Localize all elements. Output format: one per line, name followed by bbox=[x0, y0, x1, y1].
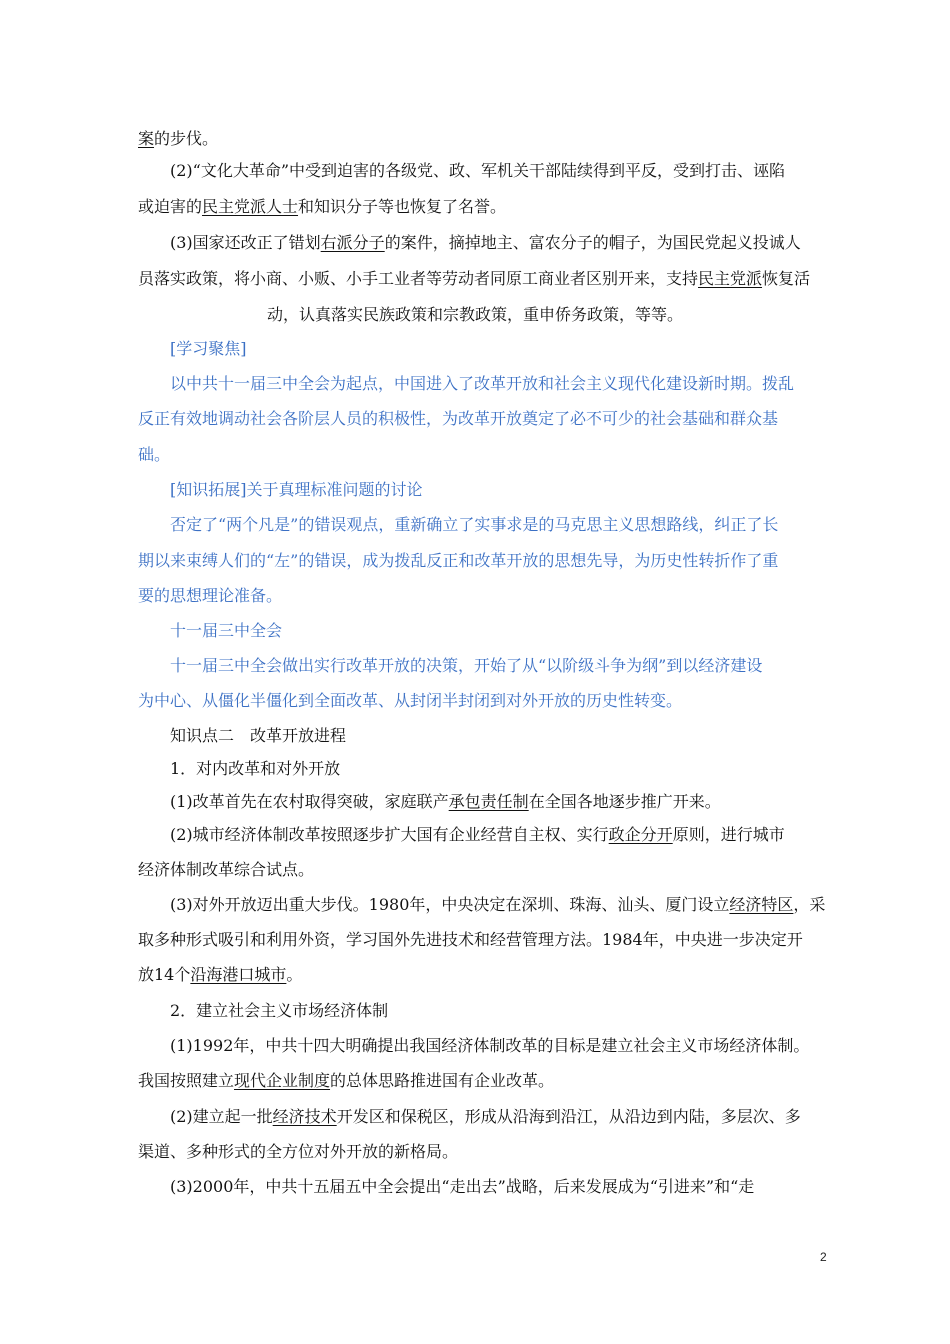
text-line bbox=[170, 160, 850, 182]
text-line bbox=[138, 550, 818, 572]
text-line bbox=[138, 690, 818, 712]
text-line bbox=[170, 514, 850, 536]
text-segment: 础。 bbox=[138, 445, 171, 464]
text-line bbox=[138, 1070, 818, 1092]
text-line bbox=[0, 304, 950, 326]
text-line bbox=[170, 791, 850, 813]
underlined-term: 政企分开 bbox=[608, 825, 673, 844]
underlined-term: 经济特区 bbox=[729, 895, 794, 914]
text-segment: [知识拓展]关于真理标准问题的讨论 bbox=[170, 480, 423, 499]
text-line bbox=[138, 196, 818, 218]
text-segment: 1．对内改革和对外开放 bbox=[170, 759, 341, 778]
text-segment: 原则，进行城市 bbox=[672, 825, 785, 844]
underlined-term: 案 bbox=[138, 129, 155, 148]
text-segment: 十一届三中全会 bbox=[170, 621, 283, 640]
text-line bbox=[170, 1106, 850, 1128]
text-segment: 经济体制改革综合试点。 bbox=[138, 860, 315, 879]
text-line bbox=[138, 964, 818, 986]
text-line bbox=[170, 1176, 850, 1198]
text-segment: 。 bbox=[286, 965, 303, 984]
text-line bbox=[170, 338, 850, 360]
text-line bbox=[170, 373, 850, 395]
text-line bbox=[170, 1000, 850, 1022]
text-segment: (2)建立起一批 bbox=[170, 1107, 273, 1126]
text-segment: (2)“文化大革命”中受到迫害的各级党、政、军机关干部陆续得到平反，受到打击、诬陷 bbox=[170, 161, 786, 180]
text-segment: 动，认真落实民族政策和宗教政策，重申侨务政策，等等。 bbox=[266, 305, 683, 324]
text-line bbox=[170, 725, 850, 747]
text-segment: 否定了“两个凡是”的错误观点，重新确立了实事求是的马克思主义思想路线，纠正了长 bbox=[170, 515, 779, 534]
text-line bbox=[170, 232, 850, 254]
text-line bbox=[138, 929, 818, 951]
text-segment: (1)改革首先在农村取得突破，家庭联产 bbox=[170, 792, 449, 811]
underlined-term: 右派分子 bbox=[320, 233, 385, 252]
underlined-term: 经济技术 bbox=[272, 1107, 337, 1126]
text-line bbox=[138, 859, 818, 881]
text-segment: (3)国家还改正了错划 bbox=[170, 233, 321, 252]
text-segment: 恢复活 bbox=[762, 269, 811, 288]
text-segment: ，采 bbox=[793, 895, 826, 914]
text-line bbox=[170, 1035, 850, 1057]
text-segment: (2)城市经济体制改革按照逐步扩大国有企业经营自主权、实行 bbox=[170, 825, 609, 844]
text-segment: 为中心、从僵化半僵化到全面改革、从封闭半封闭到对外开放的历史性转变。 bbox=[138, 691, 683, 710]
text-segment: (1)1992年，中共十四大明确提出我国经济体制改革的目标是建立社会主义市场经济体制。 bbox=[170, 1036, 810, 1055]
text-segment: 以中共十一届三中全会为起点，中国进入了改革开放和社会主义现代化建设新时期。拨乱 bbox=[170, 374, 795, 393]
text-segment: (3)对外开放迈出重大步伐。1980年，中央决定在深圳、珠海、汕头、厦门设立 bbox=[170, 895, 730, 914]
text-segment: 放14个 bbox=[138, 965, 191, 984]
text-line bbox=[170, 894, 850, 916]
text-segment: 的步伐。 bbox=[154, 129, 219, 148]
text-segment: 十一届三中全会做出实行改革开放的决策，开始了从“以阶级斗争为纲”到以经济建设 bbox=[170, 656, 763, 675]
text-segment: 2．建立社会主义市场经济体制 bbox=[170, 1001, 389, 1020]
text-segment: 员落实政策，将小商、小贩、小手工业者等劳动者同原工商业者区别开来，支持 bbox=[138, 269, 699, 288]
underlined-term: 沿海港口城市 bbox=[190, 965, 287, 984]
text-line bbox=[138, 585, 818, 607]
underlined-term: 民主党派 bbox=[698, 269, 763, 288]
text-segment: 要的思想理论准备。 bbox=[138, 586, 283, 605]
text-segment: (3)2000年，中共十五届五中全会提出“走出去”战略，后来发展成为“引进来”和“走 bbox=[170, 1177, 755, 1196]
text-segment: 或迫害的 bbox=[138, 197, 203, 216]
text-segment: 知识点二 改革开放进程 bbox=[170, 726, 347, 745]
text-segment: 开发区和保税区，形成从沿海到沿江，从沿边到内陆，多层次、多 bbox=[336, 1107, 801, 1126]
text-segment: [学习聚焦] bbox=[170, 339, 247, 358]
underlined-term: 现代企业制度 bbox=[234, 1071, 331, 1090]
text-line bbox=[170, 758, 850, 780]
underlined-term: 承包责任制 bbox=[448, 792, 529, 811]
text-line bbox=[170, 824, 850, 846]
text-line bbox=[170, 620, 850, 642]
text-line bbox=[170, 655, 850, 677]
text-line bbox=[138, 268, 818, 290]
underlined-term: 民主党派人士 bbox=[202, 197, 299, 216]
text-segment: 渠道、多种形式的全方位对外开放的新格局。 bbox=[138, 1142, 459, 1161]
text-line bbox=[138, 1141, 818, 1163]
page-number: 2 bbox=[820, 1250, 827, 1264]
text-segment: 期以来束缚人们的“左”的错误，成为拨乱反正和改革开放的思想先导，为历史性转折作了重 bbox=[138, 551, 779, 570]
text-line bbox=[138, 444, 818, 466]
text-line bbox=[138, 408, 818, 430]
text-segment: 的总体思路推进国有企业改革。 bbox=[330, 1071, 555, 1090]
text-segment: 取多种形式吸引和利用外资，学习国外先进技术和经营管理方法。1984年，中央进一步决定开 bbox=[138, 930, 803, 949]
text-line bbox=[170, 479, 850, 501]
text-segment: 反正有效地调动社会各阶层人员的积极性，为改革开放奠定了必不可少的社会基础和群众基 bbox=[138, 409, 779, 428]
text-segment: 和知识分子等也恢复了名誉。 bbox=[298, 197, 507, 216]
text-segment: 在全国各地逐步推广开来。 bbox=[528, 792, 721, 811]
text-line bbox=[138, 128, 818, 150]
text-segment: 的案件，摘掉地主、富农分子的帽子，为国民党起义投诚人 bbox=[384, 233, 801, 252]
text-segment: 我国按照建立 bbox=[138, 1071, 235, 1090]
